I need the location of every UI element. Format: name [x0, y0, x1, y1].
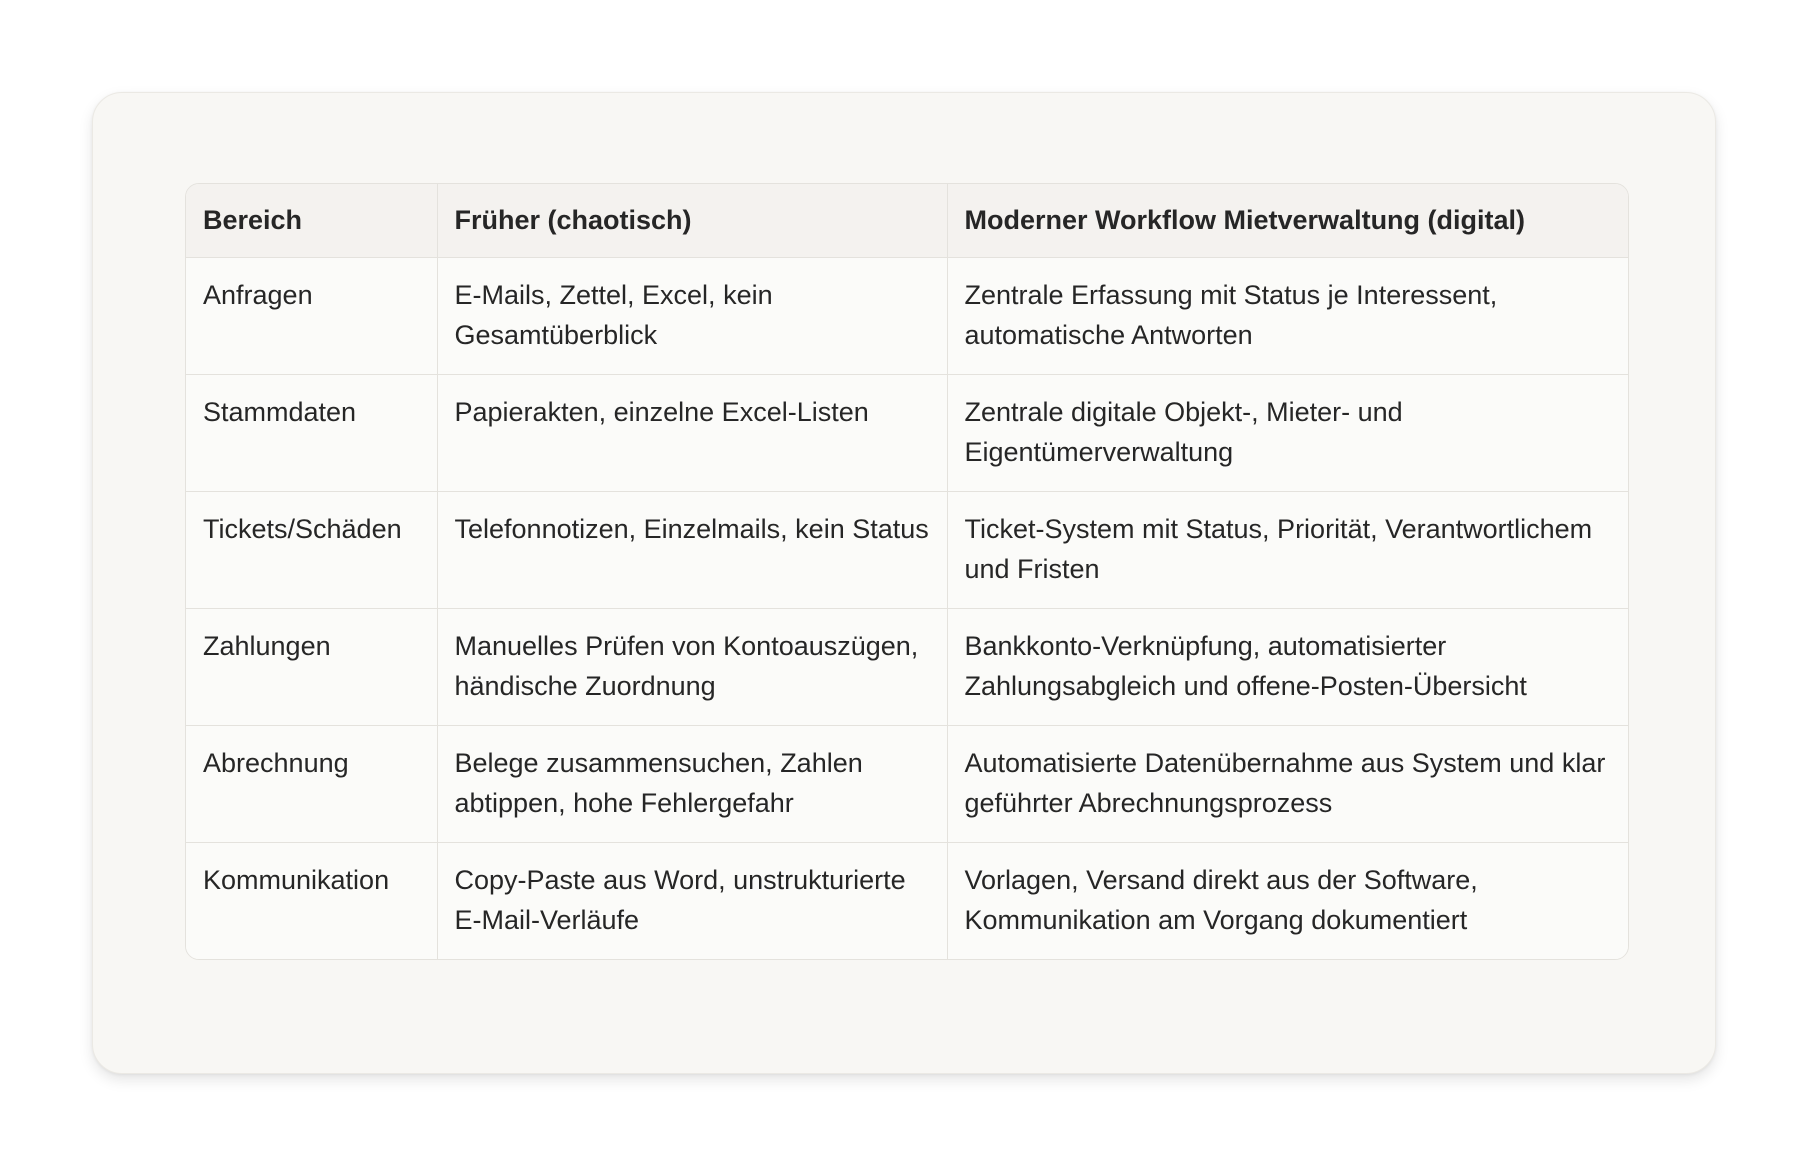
table-row: [186, 843, 1628, 960]
header-moderner-workflow: Moderner Workflow Mietverwaltung (digital): [947, 184, 1628, 258]
header-bereich: Bereich: [186, 184, 437, 258]
table-header-row: [186, 184, 1628, 258]
cell-modern: Bankkonto-Verknüpfung, automatisierter Zahlungsabgleich und offene-Posten-Übersicht: [947, 609, 1628, 726]
cell-frueher: E-Mails, Zettel, Excel, kein Gesamtüberblick: [437, 258, 947, 375]
cell-frueher: Manuelles Prüfen von Kontoauszügen, händische Zuordnung: [437, 609, 947, 726]
table-row: [186, 609, 1628, 726]
cell-bereich: Abrechnung: [186, 726, 437, 843]
cell-bereich: Zahlungen: [186, 609, 437, 726]
cell-bereich: Kommunikation: [186, 843, 437, 960]
comparison-table: [186, 184, 1628, 959]
cell-modern: Vorlagen, Versand direkt aus der Software, Kommunikation am Vorgang dokumentiert: [947, 843, 1628, 960]
table-row: [186, 726, 1628, 843]
comparison-card: [92, 92, 1716, 1074]
header-frueher: Früher (chaotisch): [437, 184, 947, 258]
cell-modern: Zentrale Erfassung mit Status je Interessent, automatische Antworten: [947, 258, 1628, 375]
comparison-table-container: [185, 183, 1629, 960]
table-row: [186, 258, 1628, 375]
table-row: [186, 375, 1628, 492]
cell-modern: Automatisierte Datenübernahme aus System und klar geführter Abrechnungsprozess: [947, 726, 1628, 843]
cell-frueher: Copy-Paste aus Word, unstrukturierte E-Mail-Verläufe: [437, 843, 947, 960]
cell-frueher: Belege zusammensuchen, Zahlen abtippen, hohe Fehlergefahr: [437, 726, 947, 843]
cell-modern: Ticket-System mit Status, Priorität, Verantwortlichem und Fristen: [947, 492, 1628, 609]
cell-frueher: Telefonnotizen, Einzelmails, kein Status: [437, 492, 947, 609]
cell-bereich: Stammdaten: [186, 375, 437, 492]
cell-bereich: Tickets/Schäden: [186, 492, 437, 609]
cell-frueher: Papierakten, einzelne Excel-Listen: [437, 375, 947, 492]
cell-bereich: Anfragen: [186, 258, 437, 375]
table-row: [186, 492, 1628, 609]
cell-modern: Zentrale digitale Objekt-, Mieter- und Eigentümerverwaltung: [947, 375, 1628, 492]
